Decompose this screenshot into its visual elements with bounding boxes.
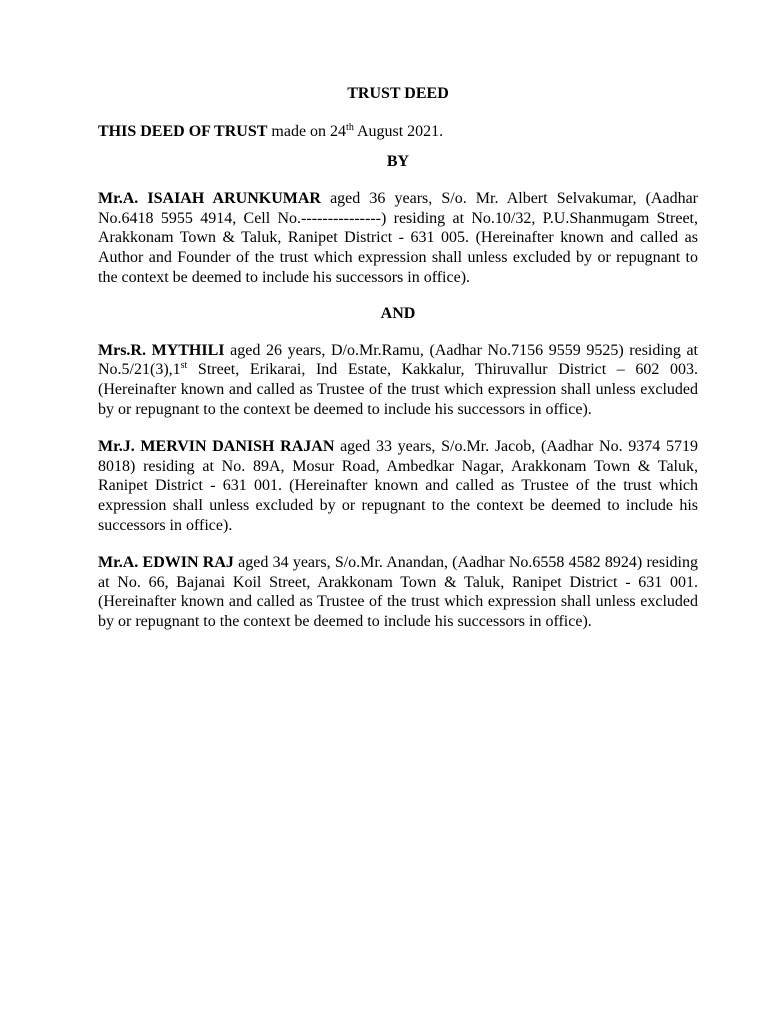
deed-intro [98,122,698,142]
party-name: Mrs.R. MYTHILI [98,341,225,359]
party-details: aged 26 years, D/o.Mr.Ramu, (Aadhar No.7156 9559 9525) residing at No.5/21(3),1 [98,341,698,379]
party-paragraph-trustee-3 [98,553,698,631]
party-name: Mr.A. EDWIN RAJ [98,554,234,572]
party-name: Mr.J. MERVIN DANISH RAJAN [98,438,335,456]
party-paragraph-author [98,189,698,287]
party-paragraph-trustee-1 [98,341,698,419]
deed-intro-sup: th [346,122,354,133]
party-details: aged 33 years, S/o.Mr. Jacob, (Aadhar No. 9374 5719 8018) residing at No. 89A, Mosur Road, Ambedkar Nagar, Arakkonam Town & Taluk, Ranipet District - 631 001. (Hereinafter known and called as Trustee of the trust which expression shall unless excluded by or repugnant to the context be deemed to include his successors in office). [98,438,698,534]
deed-intro-text-end: August 2021. [353,123,444,140]
document-title: TRUST DEED [347,85,449,102]
and-heading: AND [380,305,416,323]
party-details-end: Street, Erikarai, Ind Estate, Kakkalur, Thiruvallur District – 602 003.(Hereinafter known and called as Trustee of the trust which expression shall unless excluded by or repugnant to the context be deemed to include his successors in office). [98,361,698,418]
party-details: aged 36 years, S/o. Mr. Albert Selvakumar, (Aadhar No.6418 5955 4914, Cell No.---------------) residing at No.10/32, P.U.Shanmugam Street, Arakkonam Town & Taluk, Ranipet District - 631 005. (Hereinafter known and called as Author and Founder of the trust which expression shall unless excluded by or repugnant to the context be deemed to include his successors in office). [98,190,698,286]
deed-intro-bold: THIS DEED OF TRUST [98,123,268,140]
deed-intro-text: made on 24 [267,123,347,140]
by-heading: BY [386,152,410,170]
document-page [98,84,698,631]
party-name: Mr.A. ISAIAH ARUNKUMAR [98,190,321,208]
party-sup: st [180,360,188,372]
party-paragraph-trustee-2 [98,437,698,535]
party-details: aged 34 years, S/o.Mr. Anandan, (Aadhar No.6558 4582 8924) residing at No. 66, Bajanai Koil Street, Arakkonam Town & Taluk, Ranipet District - 631 001. (Hereinafter known and called as Trustee of the trust which expression shall unless excluded by or repugnant to the context be deemed to include his successors in office). [98,554,698,630]
